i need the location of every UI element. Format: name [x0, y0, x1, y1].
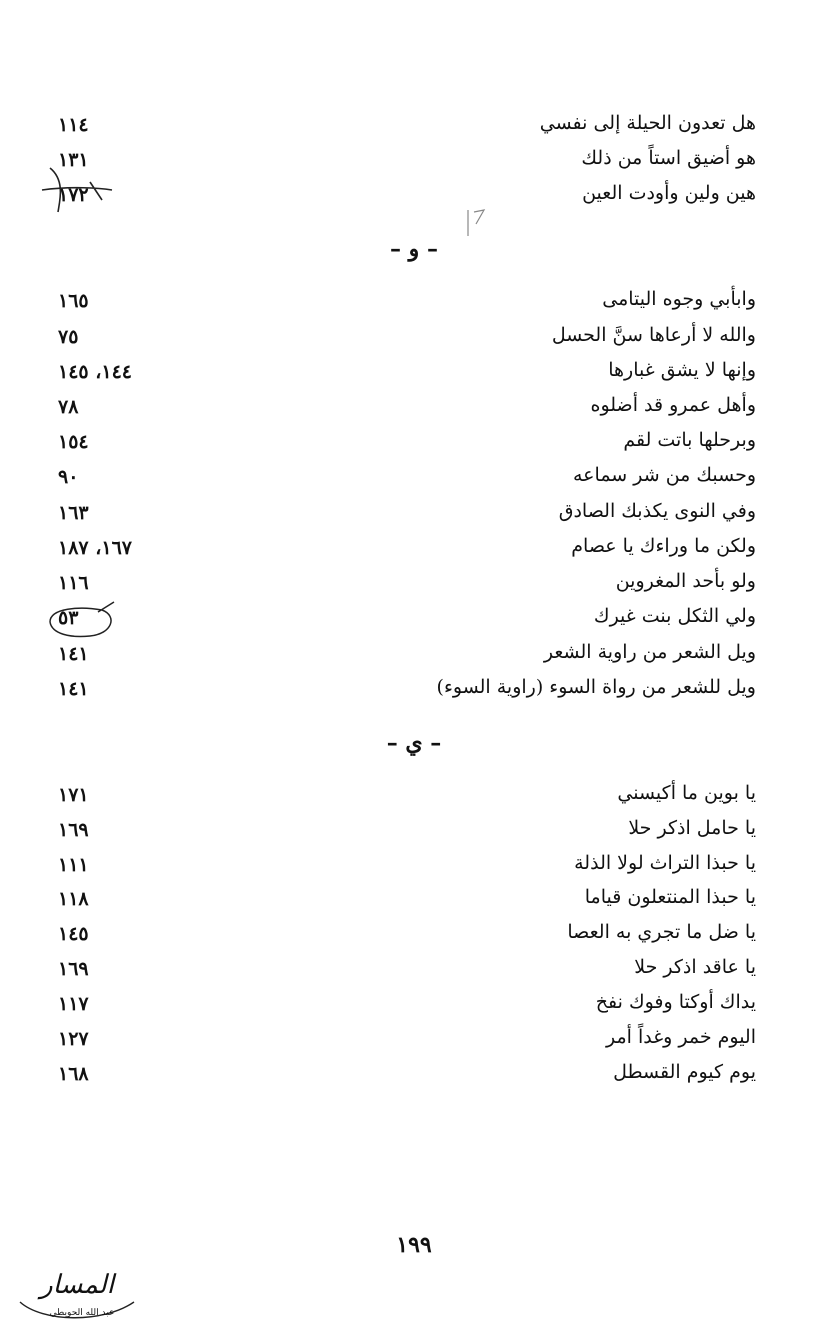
entry-text: يداك أوكتا وفوك نفخ [595, 991, 756, 1013]
entry-text: ولي الثكل بنت غيرك [593, 605, 756, 627]
entry-page: ٥٣ [58, 607, 79, 629]
entry-text: يا بوين ما أكيسني [617, 782, 756, 804]
index-entry [0, 460, 828, 494]
entry-page: ١١٨ [58, 888, 89, 910]
index-entry [0, 178, 828, 212]
entry-page: ١١١ [58, 854, 89, 876]
library-stamp-logo [12, 1262, 142, 1330]
index-entry [0, 108, 828, 142]
entry-page: ١٦٨ [58, 1063, 89, 1085]
entry-page: ١٦٩ [58, 958, 89, 980]
entry-text: هل تعدون الحيلة إلى نفسي [539, 112, 756, 134]
entry-page: ١٧١ [58, 784, 89, 806]
entry-text: ويل للشعر من رواة السوء (راوية السوء) [436, 676, 756, 698]
entry-page: ١١٤ [58, 114, 89, 136]
entry-text: هو أضيق استاً من ذلك [581, 147, 756, 169]
index-entry [0, 320, 828, 354]
entry-text: يا حبذا التراث لولا الذلة [574, 852, 756, 874]
entry-page: ١٦٣ [58, 502, 89, 524]
entry-page: ١١٧ [58, 993, 89, 1015]
index-entry [0, 848, 828, 882]
entry-text: ولو بأحد المغروين [615, 570, 756, 592]
entry-page: ٧٨ [58, 396, 79, 418]
entry-text: وأهل عمرو قد أضلوه [590, 394, 756, 416]
index-entry [0, 637, 828, 671]
entry-text: وفي النوى يكذبك الصادق [558, 500, 756, 522]
index-entry [0, 882, 828, 916]
index-entry [0, 987, 828, 1021]
stamp-text: المسار [40, 1270, 114, 1300]
index-entry [0, 566, 828, 600]
index-entry [0, 355, 828, 389]
entry-page: ٩٠ [58, 466, 79, 488]
entry-text: والله لا أرعاها سنَّ الحسل [551, 324, 756, 346]
entry-page: ١٧٢ [58, 184, 89, 206]
page-number: ١٩٩ [396, 1232, 432, 1258]
entry-page: ١٤١ [58, 643, 89, 665]
index-entry [0, 425, 828, 459]
entry-page: ٧٥ [58, 326, 79, 348]
index-entry [0, 813, 828, 847]
entry-text: اليوم خمر وغداً أمر [605, 1026, 756, 1048]
entry-page: ١٤١ [58, 678, 89, 700]
entry-page: ١٤٥ [58, 923, 89, 945]
stamp-subtext: عبد الله الحويطي [49, 1308, 115, 1318]
index-entry [0, 496, 828, 530]
index-entry [0, 390, 828, 424]
entry-page: ١٢٧ [58, 1028, 89, 1050]
index-entry [0, 1022, 828, 1056]
entry-text: وبرحلها باتت لقم [623, 429, 756, 451]
entry-page: ١٦٩ [58, 819, 89, 841]
index-entry [0, 1057, 828, 1091]
entry-text: وابأبي وجوه اليتامى [602, 288, 756, 310]
entry-text: وحسبك من شر سماعه [573, 464, 756, 486]
entry-text: ولكن ما وراءك يا عصام [571, 535, 756, 557]
index-entry [0, 917, 828, 951]
index-entry [0, 601, 828, 635]
entry-text: يوم كيوم القسطل [613, 1061, 756, 1083]
entry-text: يا ضل ما تجري به العصا [567, 921, 756, 943]
index-entry [0, 952, 828, 986]
index-entry [0, 284, 828, 318]
entry-text: وإنها لا يشق غبارها [608, 359, 756, 381]
entry-page: ١٥٤ [58, 431, 89, 453]
entry-text: هين ولين وأودت العين [582, 182, 756, 204]
index-entry [0, 143, 828, 177]
entry-text: يا عاقد اذكر حلا [634, 956, 756, 978]
entry-page: ١١٦ [58, 572, 89, 594]
entry-text: ويل الشعر من راوية الشعر [543, 641, 756, 663]
entry-text: يا حامل اذكر حلا [628, 817, 756, 839]
entry-page: ١٣١ [58, 149, 89, 171]
section-heading-waw: – و – [390, 236, 438, 262]
index-entry [0, 778, 828, 812]
section-heading-ya: – ي – [386, 730, 442, 756]
entry-page: ١٦٥ [58, 290, 89, 312]
entry-text: يا حبذا المنتعلون قياما [584, 886, 756, 908]
entry-page: ١٤٤، ١٤٥ [58, 361, 132, 383]
entry-page: ١٦٧، ١٨٧ [58, 537, 132, 559]
index-entry [0, 672, 828, 706]
index-entry [0, 531, 828, 565]
